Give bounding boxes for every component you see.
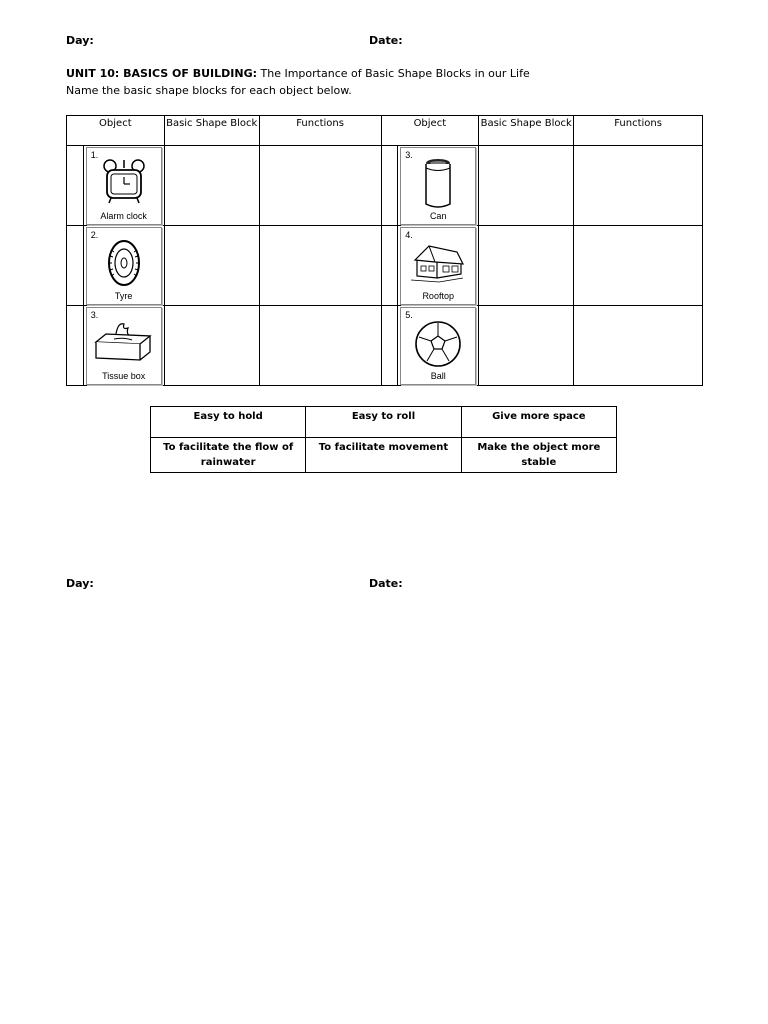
word-bank-item: To facilitate the flow of rainwater (151, 438, 306, 473)
word-bank-row (151, 407, 617, 438)
answer-cell-function[interactable] (574, 306, 703, 386)
row-margin (67, 226, 84, 306)
unit-title: UNIT 10: BASICS OF BUILDING: (66, 67, 258, 80)
object-card-rooftop (400, 227, 476, 305)
col-header: Basic Shape Block (164, 116, 259, 146)
table-row (67, 146, 703, 226)
object-cell (398, 306, 479, 386)
unit-subtitle: The Importance of Basic Shape Blocks in our Life (260, 67, 530, 80)
object-number: 2. (90, 230, 99, 240)
tissue-box-icon (92, 318, 154, 366)
word-bank-item: Give more space (461, 407, 616, 438)
object-card-alarm-clock (86, 147, 162, 225)
object-card-tissue-box (86, 307, 162, 385)
ball-icon (413, 318, 463, 368)
objects-table (66, 115, 703, 386)
word-bank-row (151, 438, 617, 473)
word-bank-table (150, 406, 617, 473)
answer-cell-function[interactable] (259, 306, 381, 386)
object-cell (83, 226, 164, 306)
date-label: Date: (369, 577, 403, 590)
object-cell (398, 146, 479, 226)
object-caption: Alarm clock (100, 211, 147, 221)
row-margin (381, 226, 398, 306)
answer-cell-shape[interactable] (479, 146, 574, 226)
date-label: Date: (369, 34, 403, 47)
col-header: Functions (574, 116, 703, 146)
object-card-ball (400, 307, 476, 385)
col-header: Object (67, 116, 165, 146)
table-header-row (67, 116, 703, 146)
word-bank-item: Easy to hold (151, 407, 306, 438)
answer-cell-function[interactable] (574, 146, 703, 226)
col-header: Basic Shape Block (479, 116, 574, 146)
tyre-icon (99, 238, 149, 288)
col-header: Object (381, 116, 479, 146)
answer-cell-shape[interactable] (164, 226, 259, 306)
object-caption: Tissue box (102, 371, 146, 381)
object-caption: Tyre (114, 291, 133, 301)
object-caption: Ball (430, 371, 446, 381)
object-caption: Can (429, 211, 447, 221)
answer-cell-function[interactable] (259, 226, 381, 306)
answer-cell-shape[interactable] (479, 226, 574, 306)
answer-cell-shape[interactable] (479, 306, 574, 386)
day-label: Day: (66, 34, 94, 47)
can-icon (413, 158, 463, 210)
word-bank-item: Easy to roll (306, 407, 461, 438)
object-number: 5. (405, 310, 413, 320)
answer-cell-function[interactable] (259, 146, 381, 226)
object-number: 3. (90, 310, 99, 320)
col-header: Functions (259, 116, 381, 146)
row-margin (381, 306, 398, 386)
object-cell (398, 226, 479, 306)
object-number: 3. (405, 150, 413, 160)
rooftop-icon (409, 238, 465, 284)
row-margin (67, 146, 84, 226)
row-margin (67, 306, 84, 386)
answer-cell-shape[interactable] (164, 146, 259, 226)
row-margin (381, 146, 398, 226)
instruction: Name the basic shape blocks for each object below. (66, 84, 352, 97)
object-card-tyre (86, 227, 162, 305)
word-bank-item: Make the object more stable (461, 438, 616, 473)
day-label: Day: (66, 577, 94, 590)
answer-cell-function[interactable] (574, 226, 703, 306)
table-row (67, 306, 703, 386)
object-cell (83, 306, 164, 386)
word-bank-item: To facilitate movement (306, 438, 461, 473)
alarm-clock-icon (99, 158, 149, 206)
unit-title-line (66, 67, 530, 80)
object-number: 4. (405, 230, 413, 240)
object-caption: Rooftop (422, 291, 454, 301)
object-number: 1. (90, 150, 99, 160)
answer-cell-shape[interactable] (164, 306, 259, 386)
object-card-can (400, 147, 476, 225)
object-cell (83, 146, 164, 226)
table-row (67, 226, 703, 306)
